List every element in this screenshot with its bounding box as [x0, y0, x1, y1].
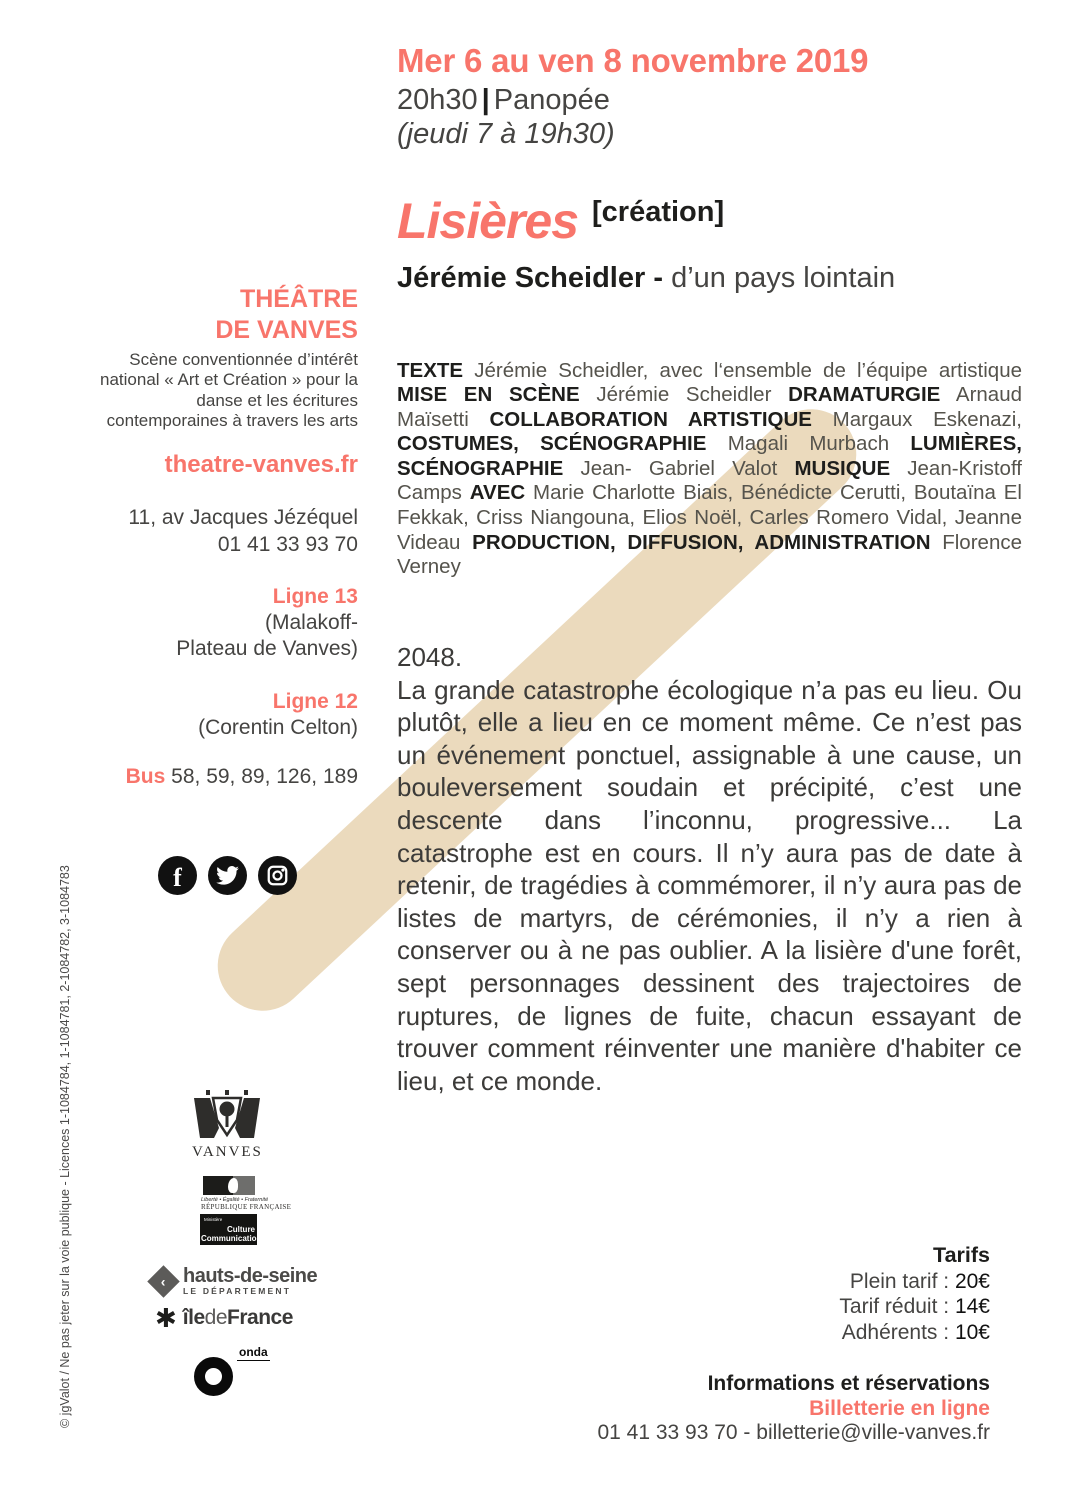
credit-item [489, 408, 1022, 431]
credit-names: Margaux Eskenazi, [832, 407, 1022, 431]
pricing-title: Tarifs [933, 1243, 990, 1267]
credit-role: MISE EN SCÈNE [397, 383, 580, 407]
credit-role: AVEC [469, 481, 526, 505]
credit-item [397, 359, 1022, 382]
show-subtitle: d’un pays lointain [671, 262, 896, 294]
instagram-glyph [267, 865, 288, 886]
metro-13-station-line1: (Malakoff- [265, 611, 358, 634]
credit-names: Marie Charlotte Biais, Bénédicte Cerutti, Boutaïna El Fekkak, Criss Niangouna, Elios Noël, Carles Romero Vidal, Jeanne Videau [397, 481, 1022, 554]
twitter-icon[interactable] [208, 856, 247, 895]
price-sep: : [937, 1269, 955, 1293]
author-name: Jérémie Scheidler [397, 262, 646, 294]
credit-item [397, 432, 910, 455]
idf-name [183, 1306, 293, 1330]
metro-line-13 [176, 584, 358, 662]
theatre-phone: 01 41 33 93 70 [217, 533, 358, 556]
credit-names: Florence Verney [397, 530, 1022, 579]
credit-names: Arnaud Maïsetti [397, 383, 1022, 431]
hds-chevron-glyph: ‹ [161, 1273, 166, 1290]
ile-de-france-logo [155, 1303, 293, 1333]
credit-names: Magali Murbach [727, 432, 890, 456]
legal-vertical-text: © jgValot / Ne pas jeter sur la voie publique - Licences 1-1084784, 1-1084781, 2-1084782, 3-1084783 [58, 865, 72, 1428]
creation-tag: [création] [592, 196, 725, 228]
onda-ring-icon [194, 1357, 233, 1396]
instagram-icon[interactable] [258, 856, 297, 895]
show-title: Lisières [397, 193, 579, 249]
pricing-block [839, 1243, 990, 1345]
rf-name: RÉPUBLIQUE FRANÇAISE [201, 1203, 292, 1211]
idf-ile: île [182, 1306, 205, 1329]
credits-paragraph [397, 359, 1022, 580]
vanves-city-logo [192, 1090, 262, 1161]
price-label: Adhérents [841, 1320, 938, 1344]
booking-title: Informations et réservations [707, 1372, 990, 1395]
credit-names: Jérémie Scheidler, avec l‘ensemble de l’équipe artistique [474, 358, 1023, 382]
price-label: Tarif réduit [839, 1295, 938, 1318]
republique-francaise-logo [201, 1176, 292, 1211]
facebook-f-glyph: f [173, 862, 182, 892]
booking-block [597, 1372, 990, 1446]
credit-role: PRODUCTION, DIFFUSION, ADMINISTRATION [472, 530, 931, 554]
byline-dash: - [653, 262, 663, 294]
facebook-icon[interactable] [158, 856, 197, 895]
synopsis-body: La grande catastrophe écologique n’a pas eu lieu. Ou plutôt, elle a lieu en ce moment même. Ce n’est pas un événement ponctuel, assignable à une cause, un bouleversement soudain et précipité, c’est une descente dans l’inconnu, progressive... La catastrophe est en cours. Il n’y aura pas de date à retenir, de tragédies à commémorer, il n’y aura pas de listes de martyrs, de cérémonies, il n’y a rien à conserver ou à ne pas oublier. A la lisière d'une forêt, sept personnages dessinent des trajectoires de ruptures, de lignes de fuite, chacun essayant de trouver comment réinventer une manière d'habiter ce lieu, et ce monde. [397, 674, 1022, 1096]
vanves-logo-text: VANVES [192, 1144, 263, 1160]
price-label: Plein tarif [849, 1269, 938, 1293]
hauts-de-seine-logo [152, 1266, 317, 1296]
credit-role: DRAMATURGIE [788, 383, 941, 407]
show-byline [397, 262, 1022, 295]
credit-role: LUMIÈRES, SCÉNOGRAPHIE [397, 432, 1022, 480]
metro-13-label: Ligne 13 [272, 585, 358, 608]
idf-france: France [227, 1306, 293, 1329]
separator: | [481, 84, 490, 116]
credit-role: COLLABORATION ARTISTIQUE [489, 407, 812, 431]
metro-line-12 [198, 689, 358, 741]
bus-label: Bus [125, 765, 166, 788]
credit-item [397, 531, 1022, 579]
price-value: 14€ [954, 1295, 990, 1318]
synopsis-year: 2048. [397, 642, 463, 672]
theatre-address-block [128, 504, 358, 558]
online-ticketing-link[interactable]: Billetterie en ligne [809, 1396, 990, 1420]
synopsis [397, 641, 1022, 1097]
price-sep: : [937, 1320, 955, 1344]
bus-lines [126, 765, 358, 789]
credit-item [397, 383, 788, 406]
rf-motto: Liberté • Égalité • Fraternité [201, 1197, 269, 1203]
vanves-emblem-icon [194, 1090, 260, 1138]
metro-12-station: (Corentin Celton) [198, 716, 358, 739]
rf-marianne-profile [228, 1178, 238, 1193]
hds-subtitle: LE DÉPARTEMENT [183, 1286, 292, 1296]
social-icons-row [158, 856, 297, 895]
pricing-rows [839, 1269, 990, 1346]
booking-contact: 01 41 33 93 70 - billetterie@ville-vanves.fr [597, 1421, 990, 1444]
price-sep: : [937, 1295, 955, 1318]
rf-gray-panel [233, 1176, 255, 1195]
show-dates: Mer 6 au ven 8 novembre 2019 [397, 42, 869, 79]
price-value: 10€ [954, 1320, 990, 1344]
price-value: 20€ [954, 1269, 990, 1293]
hds-diamond-icon [147, 1265, 180, 1298]
onda-logo [194, 1345, 274, 1401]
communication-label: Communication [201, 1234, 262, 1243]
theatre-name [215, 284, 358, 346]
culture-label: Culture [227, 1225, 255, 1234]
metro-12-label: Ligne 12 [272, 690, 358, 713]
credit-role: MUSIQUE [794, 456, 891, 480]
show-time-note: (jeudi 7 à 19h30) [397, 118, 615, 150]
credit-role: TEXTE [397, 358, 464, 382]
theatre-name-line1: THÉÂTRE [239, 285, 358, 313]
bus-numbers: 58, 59, 89, 126, 189 [171, 765, 358, 788]
twitter-bird-glyph [216, 866, 239, 885]
theatre-name-line2: DE VANVES [215, 316, 358, 344]
credit-names: Jérémie Scheidler [596, 383, 772, 407]
hds-name: hauts-de-seine [183, 1265, 318, 1287]
ministere-label: Ministère [204, 1217, 223, 1222]
marianne-icon [203, 1176, 255, 1195]
show-time-venue [397, 84, 1022, 117]
theatre-address: 11, av Jacques Jézéquel [128, 506, 358, 529]
show-time: 20h30 [397, 84, 478, 116]
pricing-row [839, 1269, 990, 1295]
venue-name: Panopée [493, 84, 610, 116]
metro-13-station-line2: Plateau de Vanves) [176, 637, 358, 660]
hds-text-block [183, 1266, 317, 1296]
credit-names: Jean-Kristoff Camps [397, 456, 1022, 505]
theatre-website-link[interactable]: theatre-vanves.fr [164, 451, 358, 478]
pricing-row [839, 1294, 990, 1320]
credit-role: COSTUMES, SCÉNOGRAPHIE [397, 432, 707, 456]
theatre-description: Scène conventionnée d’intérêt national « Art et Création » pour la danse et les écritures contemporaines à travers les arts [100, 350, 358, 431]
pricing-row [839, 1320, 990, 1346]
idf-star-icon: ✱ [155, 1303, 177, 1333]
onda-text: onda [239, 1345, 268, 1359]
credit-names: Jean- Gabriel Valot [580, 456, 778, 480]
show-title-row [397, 192, 1022, 250]
ministere-culture-logo [200, 1214, 262, 1245]
idf-de: de [204, 1306, 228, 1329]
